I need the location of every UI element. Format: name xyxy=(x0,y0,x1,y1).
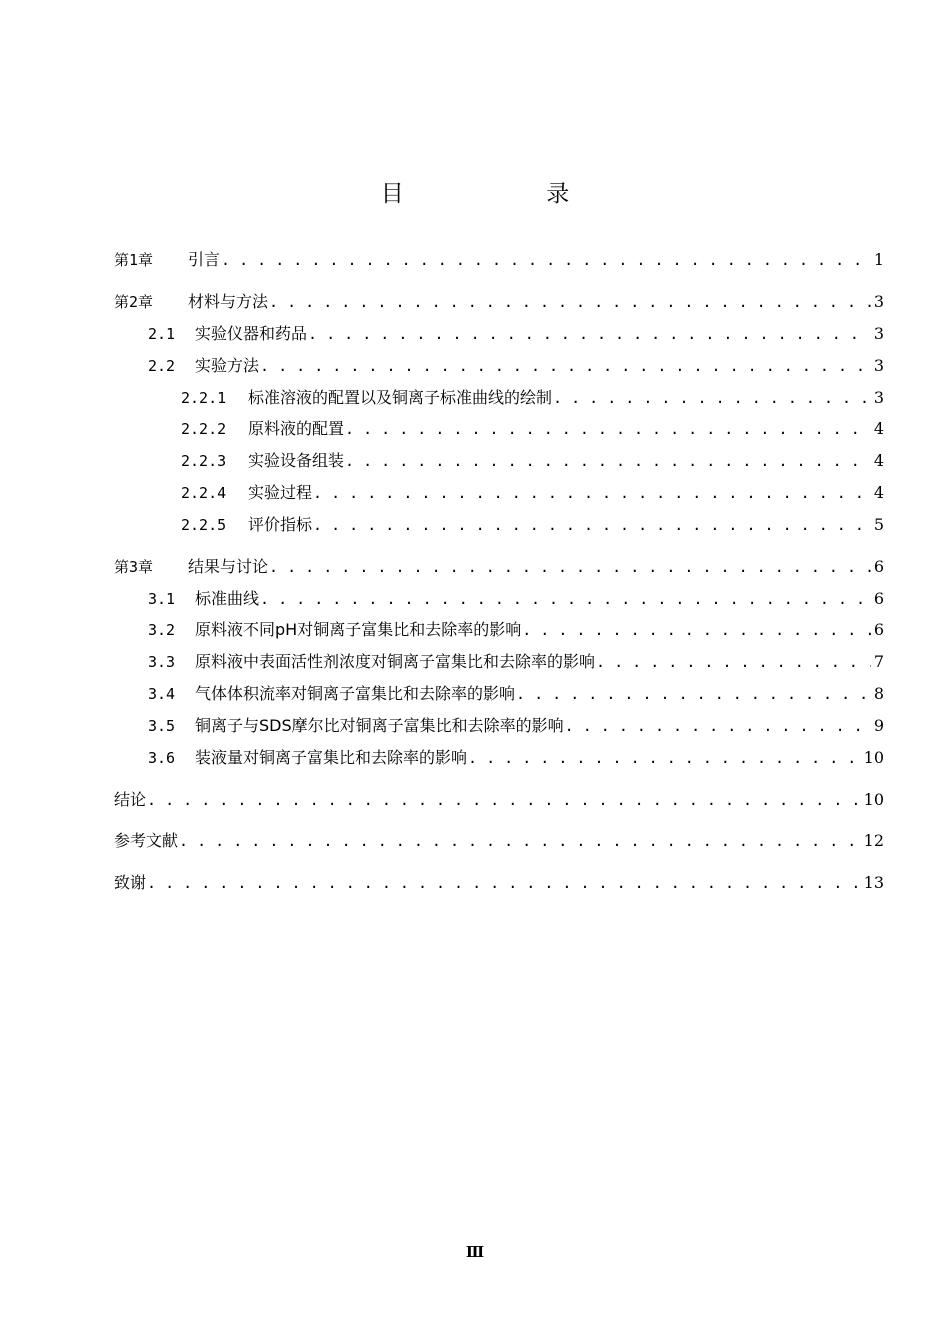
toc-entry-page: 5 xyxy=(873,515,884,534)
toc-entry-number: 第2章 xyxy=(114,293,154,311)
toc-entry-title: 标准曲线 xyxy=(195,589,260,608)
toc-entry-number: 2.2.5 xyxy=(181,516,227,534)
toc-entry-title: 材料与方法 xyxy=(188,292,269,311)
toc-entry-page: 9 xyxy=(873,716,884,735)
toc-entry-number: 第3章 xyxy=(114,558,154,576)
toc-entry-title: 引言 xyxy=(188,250,221,269)
toc-entry-number: 3.3 xyxy=(148,653,176,671)
toc-entry-title: 气体体积流率对铜离子富集比和去除率的影响 xyxy=(195,684,516,703)
toc-entry-title: 结果与讨论 xyxy=(188,557,269,576)
toc-entry-title: 实验方法 xyxy=(195,356,260,375)
toc-entry-3-4[interactable] xyxy=(148,681,884,707)
toc-entry-page: 1 xyxy=(873,250,884,269)
toc-entry-number: 2.2 xyxy=(148,357,176,375)
toc-dot-leader xyxy=(313,512,871,538)
toc-dot-leader xyxy=(308,321,871,347)
toc-entry-page: 8 xyxy=(873,684,884,703)
toc-entry-3-6[interactable] xyxy=(148,745,884,771)
toc-entry-page: 6 xyxy=(873,557,884,576)
toc-entry-number: 3.5 xyxy=(148,717,176,735)
toc-entry-page: 4 xyxy=(873,419,884,438)
toc-entry-3-2[interactable] xyxy=(148,617,884,643)
toc-entry-page: 12 xyxy=(863,831,884,850)
toc-entry-chapter-3[interactable] xyxy=(114,554,884,580)
toc-entry-title: 标准溶液的配置以及铜离子标准曲线的绘制 xyxy=(248,388,553,407)
toc-dot-leader xyxy=(313,480,871,506)
toc-entry-title: 铜离子与SDS摩尔比对铜离子富集比和去除率的影响 xyxy=(195,716,564,735)
toc-entry-page: 10 xyxy=(863,790,884,809)
toc-entry-references[interactable] xyxy=(114,828,884,854)
page-number: Ⅲ xyxy=(465,1243,485,1261)
toc-entry-2-2-1[interactable] xyxy=(181,385,884,411)
toc-entry-page: 4 xyxy=(873,451,884,470)
toc-entry-3-3[interactable] xyxy=(148,649,884,675)
toc-dot-leader xyxy=(147,870,861,896)
toc-entry-acknowledgements[interactable] xyxy=(114,870,884,896)
toc-entry-title: 实验仪器和药品 xyxy=(195,324,308,343)
toc-entry-number: 2.2.3 xyxy=(181,452,227,470)
toc-entry-title: 参考文献 xyxy=(114,831,179,850)
toc-entry-title: 装液量对铜离子富集比和去除率的影响 xyxy=(195,748,468,767)
toc-entry-number: 2.1 xyxy=(148,325,176,343)
toc-entry-page: 3 xyxy=(873,292,884,311)
toc-entry-2-2[interactable] xyxy=(148,353,884,379)
toc-dot-leader xyxy=(269,554,871,580)
toc-entry-2-2-5[interactable] xyxy=(181,512,884,538)
toc-entry-number: 3.1 xyxy=(148,590,176,608)
toc-entry-3-1[interactable] xyxy=(148,586,884,612)
toc-entry-chapter-1[interactable] xyxy=(114,247,884,273)
toc-entry-page: 4 xyxy=(873,483,884,502)
toc-entry-page: 13 xyxy=(863,873,884,892)
toc-entry-page: 3 xyxy=(873,388,884,407)
toc-dot-leader xyxy=(345,448,871,474)
toc-entry-number: 3.2 xyxy=(148,621,176,639)
toc-dot-leader xyxy=(269,289,871,315)
toc-entry-page: 6 xyxy=(873,620,884,639)
toc-entry-page: 7 xyxy=(873,652,884,671)
toc-dot-leader xyxy=(260,586,871,612)
toc-entry-page: 3 xyxy=(873,356,884,375)
toc-entry-2-2-3[interactable] xyxy=(181,448,884,474)
toc-entry-number: 2.2.2 xyxy=(181,420,227,438)
toc-dot-leader xyxy=(565,713,871,739)
toc-entry-number: 3.4 xyxy=(148,685,176,703)
toc-dot-leader xyxy=(553,385,871,411)
toc-entry-3-5[interactable] xyxy=(148,713,884,739)
toc-entry-chapter-2[interactable] xyxy=(114,289,884,315)
toc-entry-page: 6 xyxy=(873,589,884,608)
toc-entry-title: 结论 xyxy=(114,790,147,809)
toc-dot-leader xyxy=(260,353,871,379)
page-title: 目 录 xyxy=(380,181,630,207)
toc-entry-2-2-2[interactable] xyxy=(181,416,884,442)
toc-dot-leader xyxy=(147,787,861,813)
toc-entry-title: 原料液的配置 xyxy=(248,419,345,438)
toc-entry-conclusion[interactable] xyxy=(114,787,884,813)
toc-entry-number: 3.6 xyxy=(148,749,176,767)
toc-dot-leader xyxy=(179,828,861,854)
toc-entry-title: 实验过程 xyxy=(248,483,313,502)
toc-entry-number: 第1章 xyxy=(114,251,154,269)
toc-entry-2-2-4[interactable] xyxy=(181,480,884,506)
toc-entry-page: 10 xyxy=(863,748,884,767)
toc-dot-leader xyxy=(596,649,871,675)
toc-dot-leader xyxy=(221,247,871,273)
toc-dot-leader xyxy=(468,745,861,771)
toc-entry-title: 原料液中表面活性剂浓度对铜离子富集比和去除率的影响 xyxy=(195,652,596,671)
toc-dot-leader xyxy=(345,416,871,442)
toc-entry-number: 2.2.4 xyxy=(181,484,227,502)
toc-entry-number: 2.2.1 xyxy=(181,389,227,407)
toc-dot-leader xyxy=(516,681,871,707)
toc-entry-title: 评价指标 xyxy=(248,515,313,534)
toc-dot-leader xyxy=(522,617,871,643)
toc-entry-title: 原料液不同pH对铜离子富集比和去除率的影响 xyxy=(195,620,522,639)
toc-entry-title: 致谢 xyxy=(114,873,147,892)
toc-entry-page: 3 xyxy=(873,324,884,343)
toc-entry-2-1[interactable] xyxy=(148,321,884,347)
toc-entry-title: 实验设备组装 xyxy=(248,451,345,470)
